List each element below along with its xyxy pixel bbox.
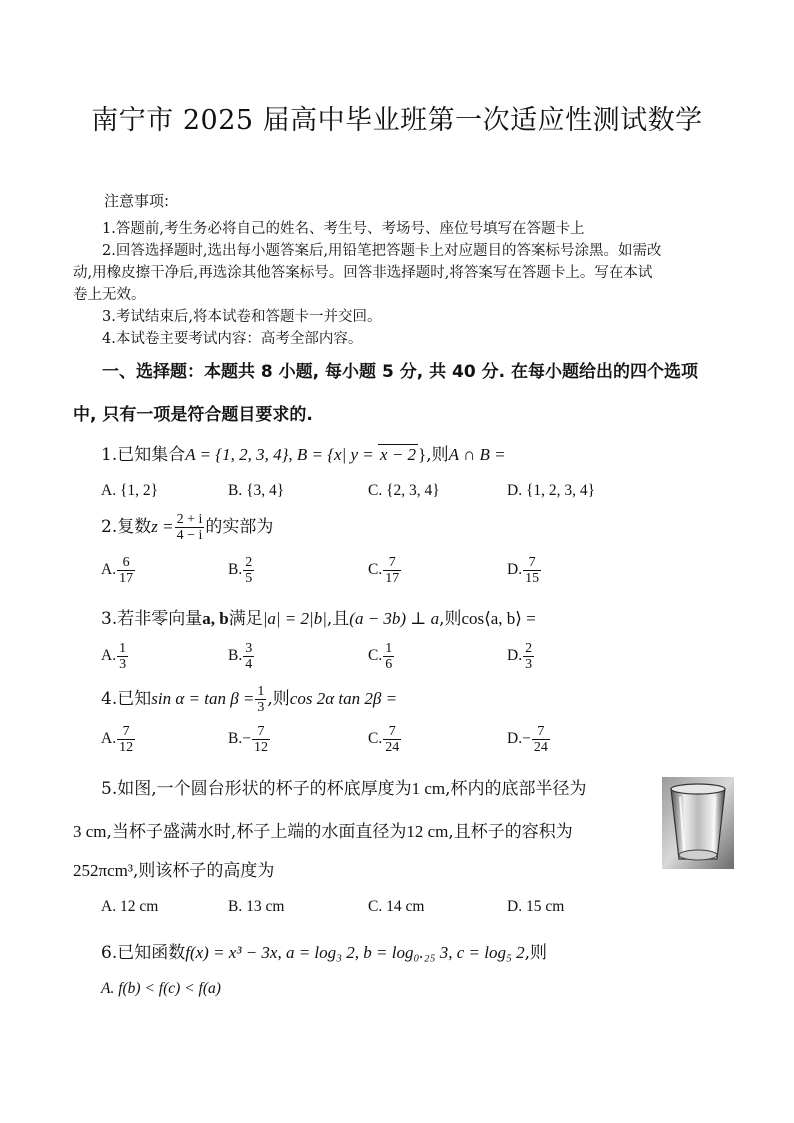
q1-set-b: , B = {x| y =: [288, 445, 379, 464]
q5-text-4: ,且杯子的容积为: [448, 822, 573, 842]
q1-option-d: D. {1, 2, 3, 4}: [507, 482, 596, 499]
section-heading-line-2: 中, 只有一项是符合题目要求的.: [73, 405, 313, 425]
q3-condition-2: (a − 3b) ⊥ a: [349, 609, 440, 628]
notice-heading: 注意事项:: [104, 192, 170, 210]
q2-option-b: B. $\frac{2}{5}$: [228, 555, 253, 586]
q5-text-2: ,杯内的底部半径为: [445, 779, 587, 799]
notice-item-3: 3.考试结束后,将本试卷和答题卡一并交回。: [102, 309, 382, 325]
q3-option-b: B. $\frac{3}{4}$: [228, 641, 253, 672]
q2-option-c: C. $\frac{7}{17}$: [368, 555, 400, 586]
question-6: [101, 938, 547, 963]
notice-item-2-line-1: 2.回答选择题时,选出每小题答案后,用铅笔把答题卡上对应题目的答案标号涂黑。如需改: [102, 243, 662, 259]
q2-fraction: [175, 512, 205, 543]
question-3: [101, 604, 536, 629]
q2-denominator: 4 − i: [176, 528, 203, 543]
q3-option-a: A. $\frac{1}{3}$: [101, 641, 127, 672]
q4-prefix: 4.已知: [101, 689, 152, 709]
page-title: 南宁市 2025 届高中毕业班第一次适应性测试数学: [91, 105, 703, 136]
question-1: [101, 440, 506, 465]
q1-sqrt-radicand: x − 2: [380, 445, 417, 464]
q3-condition: |a| = 2|b|: [262, 609, 327, 628]
q2-option-d: D. $\frac{7}{15}$: [507, 555, 540, 586]
question-2: [101, 512, 273, 543]
q2-prefix: 2.复数: [101, 517, 152, 537]
q1-set-a: A = {1, 2, 3, 4}: [185, 445, 289, 464]
q3-option-d: D. $\frac{2}{3}$: [507, 641, 533, 672]
section-heading-line-1: 一、选择题：本题共 8 小题, 每小题 5 分, 共 40 分. 在每小题给出的四个选项: [102, 362, 698, 382]
q6-expression: f(x) = x³ − 3x, a = log₃ 2, b = log₀.₂₅ 3, c = log₅ 2: [185, 943, 525, 962]
notice-item-2-line-2: 动,用橡皮擦干净后,再选涂其他答案标号。回答非选择题时,将答案写在答题卡上。写在本试: [73, 265, 653, 281]
q5-option-c: C. 14 cm: [368, 898, 425, 915]
q5-text-3: ,当杯子盛满水时,杯子上端的水面直径为: [106, 822, 407, 842]
q3-option-c: C. $\frac{1}{6}$: [368, 641, 393, 672]
q4-ask: cos 2α tan 2β =: [289, 689, 398, 708]
glass-cup-image: [662, 777, 734, 869]
notice-item-4: 4.本试卷主要考试内容：高考全部内容。: [102, 331, 363, 347]
q4-then: ,则: [267, 689, 290, 709]
question-4: [101, 684, 397, 715]
q4-option-d: D.− $\frac{7}{24}$: [507, 724, 548, 755]
notice-item-1: 1.答题前,考生务必将自己的姓名、考生号、考场号、座位号填写在答题卡上: [102, 221, 585, 237]
q4-option-a: A. $\frac{7}{12}$: [101, 724, 134, 755]
q3-ask: cos⟨a, b⟩ =: [461, 609, 536, 628]
q5-radius: 3 cm: [73, 822, 107, 841]
q2-z: z =: [151, 517, 174, 536]
q5-option-a: A. 12 cm: [101, 898, 159, 915]
q1-option-a: A. {1, 2}: [101, 482, 159, 499]
q6-then: ,则: [524, 943, 548, 963]
q3-then: ,则: [439, 609, 462, 629]
q5-option-b: B. 13 cm: [228, 898, 285, 915]
question-5-line-2: [73, 817, 573, 842]
q5-volume: 252πcm³: [73, 861, 133, 880]
q3-prefix: 3.若非零向量: [101, 609, 203, 629]
q3-vectors: a, b: [202, 609, 229, 628]
q4-option-b: B.− $\frac{7}{12}$: [228, 724, 268, 755]
q5-thickness: 1 cm: [411, 779, 446, 798]
q3-mid: 满足: [228, 609, 263, 629]
q5-option-d: D. 15 cm: [507, 898, 565, 915]
q5-text-5: ,则该杯子的高度为: [132, 861, 275, 881]
q1-ask: A ∩ B =: [448, 445, 506, 464]
q5-diameter: 12 cm: [406, 822, 449, 841]
q1-option-c: C. {2, 3, 4}: [368, 482, 440, 499]
q1-then: ,则: [426, 445, 449, 465]
q5-text-1: 5.如图,一个圆台形状的杯子的杯底厚度为: [101, 779, 412, 799]
q4-option-c: C. $\frac{7}{24}$: [368, 724, 400, 755]
q4-expression: sin α = tan β =: [151, 689, 255, 708]
notice-item-2-line-3: 卷上无效。: [73, 287, 146, 303]
q2-option-a: A. $\frac{6}{17}$: [101, 555, 134, 586]
question-5-line-1: [101, 774, 587, 799]
q3-and: ,且: [326, 609, 350, 629]
q1-option-b: B. {3, 4}: [228, 482, 285, 499]
q6-prefix: 6.已知函数: [101, 943, 186, 963]
question-5-line-3: [73, 856, 274, 881]
q1-set-close: }: [418, 445, 427, 464]
q4-fraction: $\frac{1}{3}$: [257, 684, 265, 715]
q2-numerator: 2 + i: [176, 512, 203, 527]
q6-option-a: A. f(b) < f(c) < f(a): [101, 980, 221, 997]
q1-prefix: 1.已知集合: [101, 445, 186, 465]
q2-suffix: 的实部为: [205, 517, 274, 537]
